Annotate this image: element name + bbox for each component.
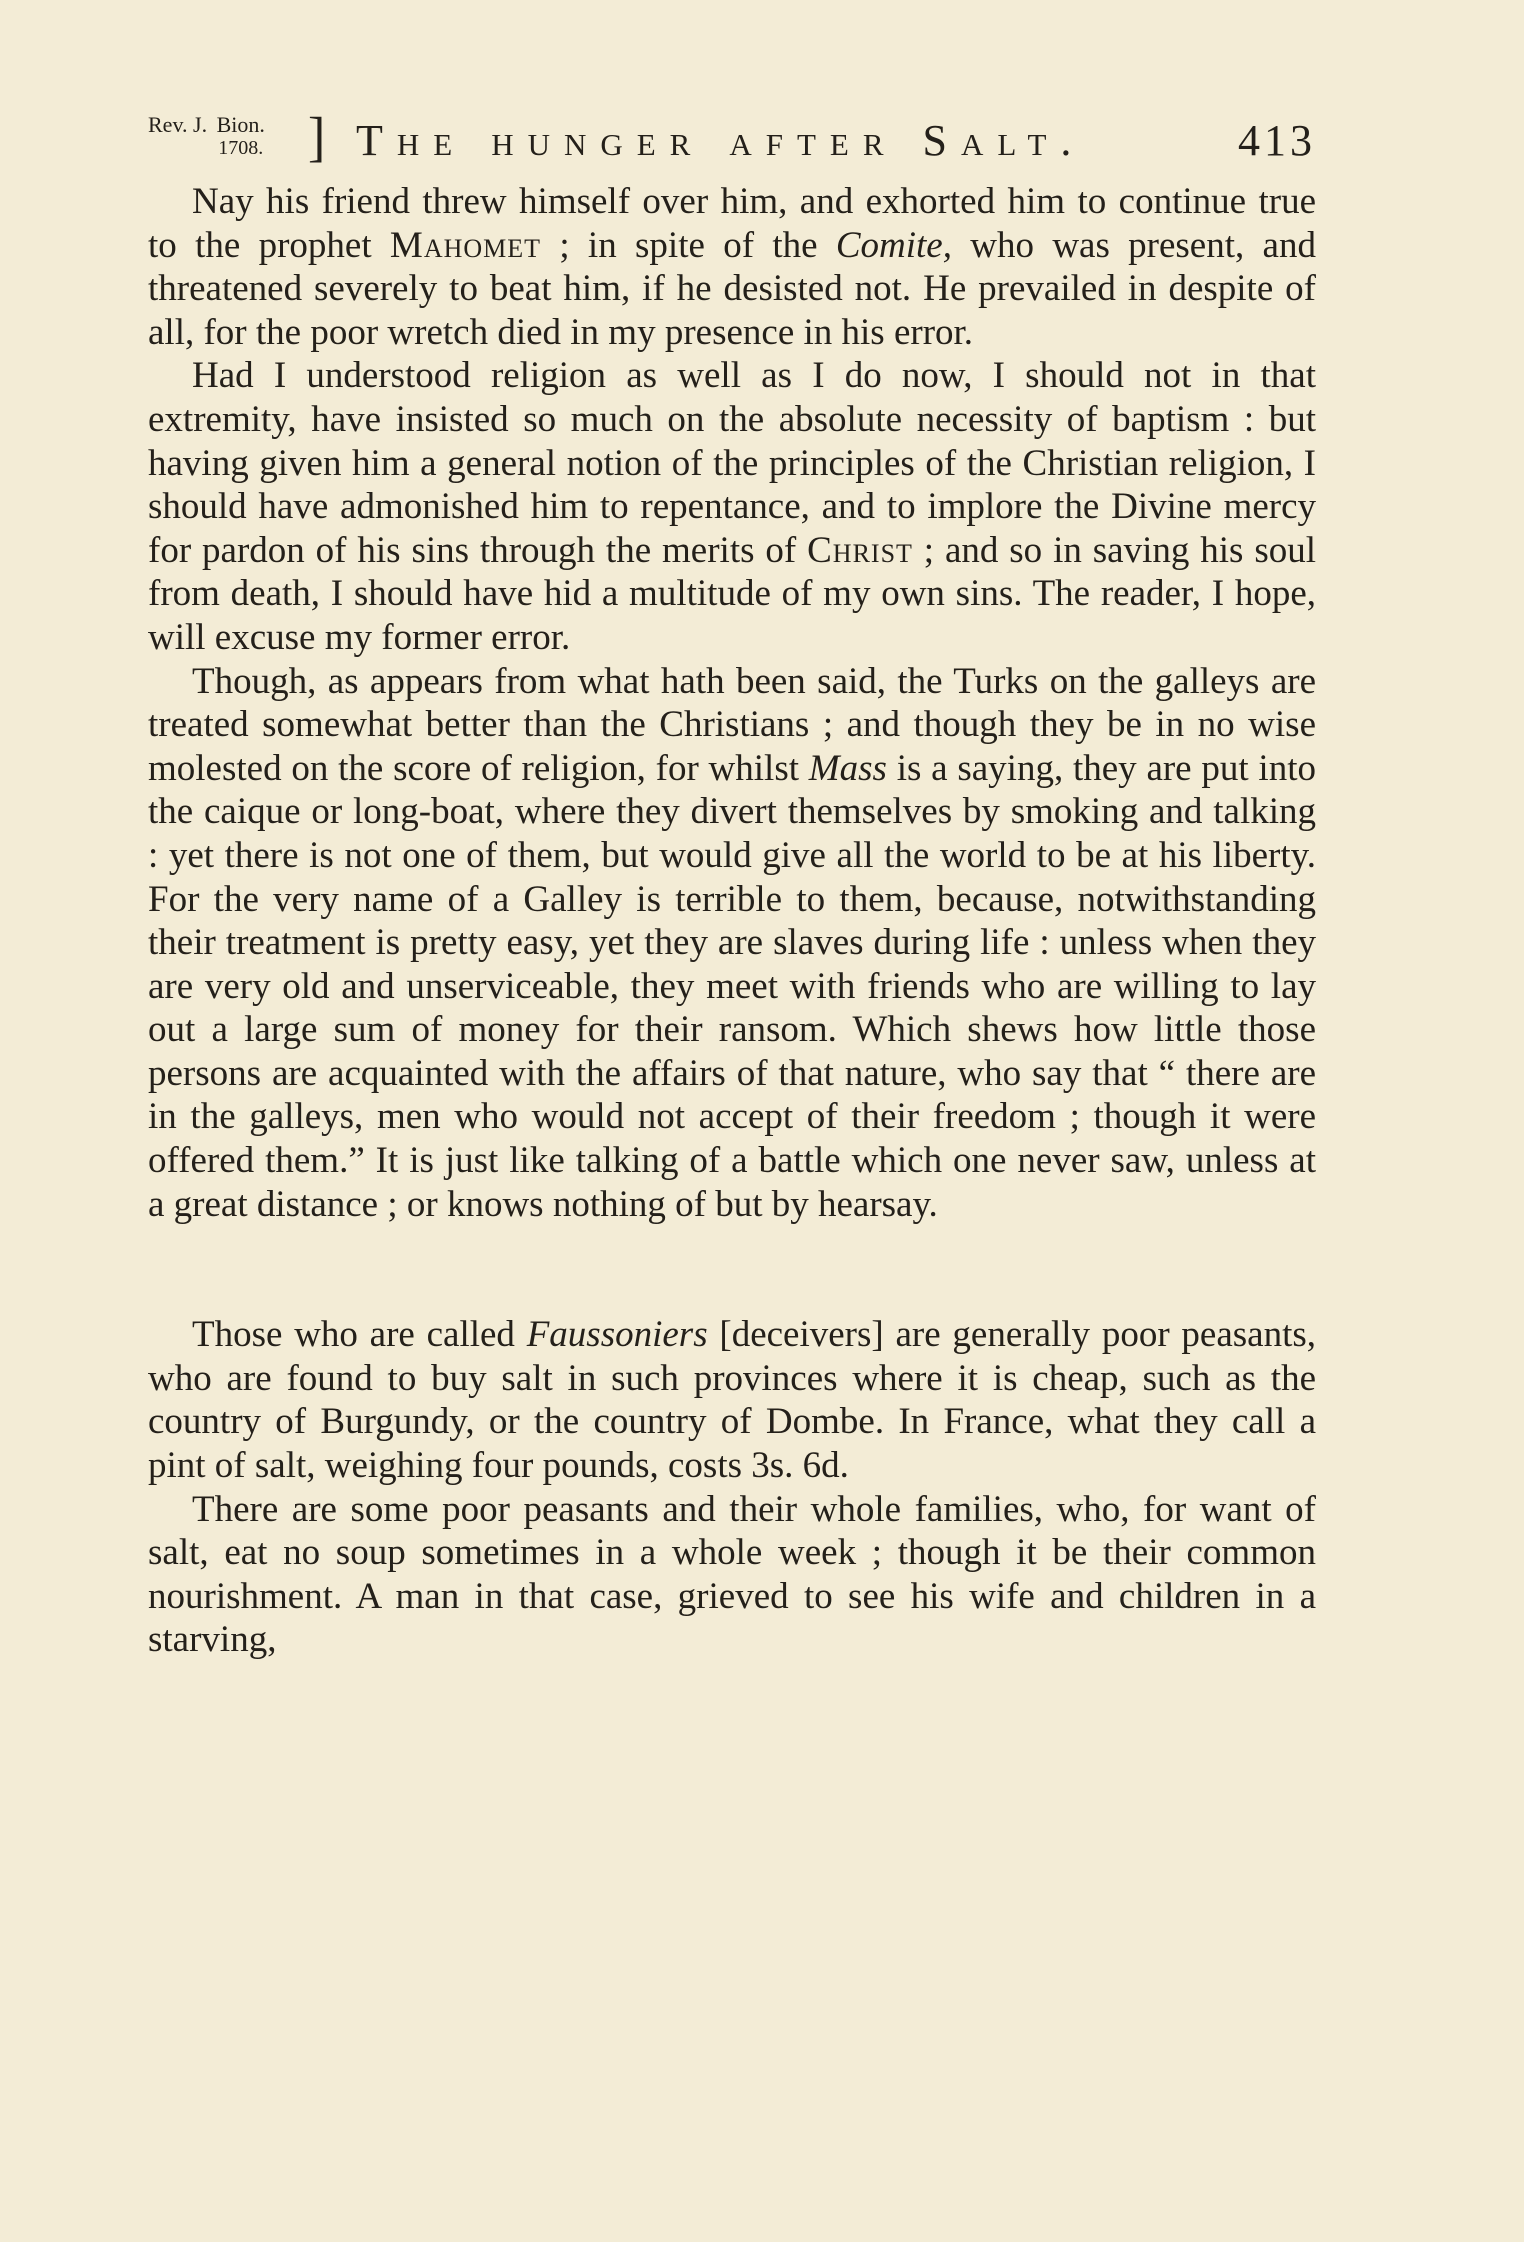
source-bracket: ]	[308, 107, 326, 168]
source-year: 1708.	[218, 137, 264, 159]
running-head	[148, 107, 1316, 180]
source-name-year	[217, 114, 265, 158]
italic-term: Mass	[808, 747, 887, 789]
source-note	[148, 114, 265, 158]
paragraph	[148, 180, 1316, 354]
source-author: Rev. J.	[148, 112, 208, 137]
text-run: Those who are called	[192, 1314, 527, 1356]
text-run: Nay his friend threw himself over him, and exhorted him to continue true to the prophet	[148, 181, 1316, 266]
paragraph	[148, 354, 1316, 659]
running-title: The hunger after Salt.	[356, 116, 1086, 165]
name-christ: Christ	[807, 529, 913, 571]
text-run: Though, as appears from what hath been said, the Turks on the galleys are treated somewhat better than the Christians ; and though they be in no wise molested on the score of religion, for whilst	[148, 660, 1316, 789]
text-run: ; and so in saving his soul from death, I should have hid a multitude of my own sins. The reader, I hope, will excuse my former error.	[148, 529, 1316, 658]
text-run: is a saying, they are put into the caique or long-boat, where they divert themselves by smoking and talking : yet there is not one of them, but would give all the world to be at his liberty. For the very name of a Galley is terrible to them, because, notwithstanding their treatment is pretty easy, yet they are slaves during life : unless when they are very old and unserviceable, they meet with friends who are willing to lay out a large sum of money for their ransom. Which shews how little those persons are acquainted with the affairs of that nature, who say that “ there are in the galleys, men who would not accept of their freedom ; though it were offered them.” It is just like talking of a battle which one never saw, unless at a great distance ; or knows nothing of but by hearsay.	[148, 747, 1316, 1225]
paragraph	[148, 1488, 1316, 1662]
italic-term: Comite,	[835, 224, 952, 266]
book-page	[148, 107, 1316, 1662]
text-run: [deceivers] are generally poor peasants, who are found to buy salt in such provinces where it is cheap, such as the country of Burgundy, or the country of Dombe. In France, what they call a pint of salt, weighing four pounds, costs 3s. 6d.	[148, 1314, 1316, 1487]
paragraph	[148, 660, 1316, 1227]
text-run: Had I understood religion as well as I do now, I should not in that extremity, have insisted so much on the absolute necessity of baptism : but having given him a general notion of the principles of the Christian religion, I should have admonished him to repentance, and to implore the Divine mercy for pardon of his sins through the merits of	[148, 355, 1316, 571]
paragraph	[148, 1313, 1316, 1487]
source-name: Bion.	[216, 112, 265, 137]
page-number: 413	[1238, 116, 1316, 165]
italic-term: Faussoniers	[526, 1314, 708, 1356]
text-run: ; in spite of the	[541, 224, 836, 266]
text-run: There are some poor peasants and their whole families, who, for want of salt, eat no soup sometimes in a whole week ; though it be their common nourishment. A man in that case, grieved to see his wife and children in a starving,	[148, 1488, 1316, 1661]
name-mahomet: Mahomet	[389, 224, 542, 266]
body-text	[148, 180, 1316, 1662]
text-run: who was present, and threatened severely to beat him, if he desisted not. He prevailed in despite of all, for the poor wretch died in my presence in his error.	[148, 224, 1316, 353]
